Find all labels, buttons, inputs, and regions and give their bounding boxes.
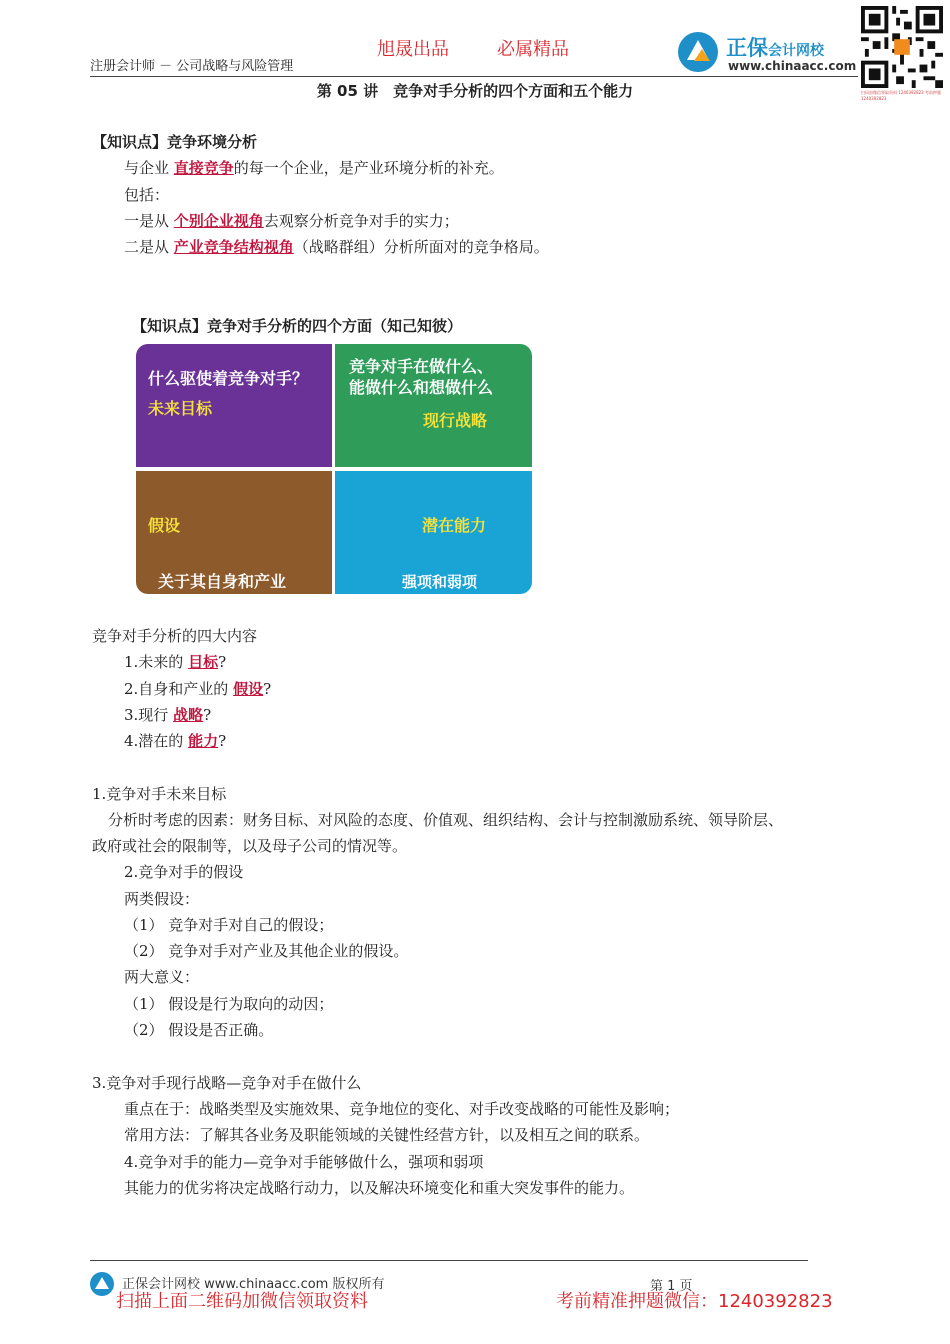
section2-heading: 【知识点】竞争对手分析的四个方面（知己知彼） (132, 317, 463, 335)
keyword-direct-competition: 直接竞争 (173, 159, 234, 177)
assumptions-line4: 两大意义： (124, 968, 200, 986)
strategy-line2: 常用方法：了解其各业务及职能领域的关键性经营方针，以及相互之间的联系。 (124, 1126, 650, 1144)
quadrant-current-strategy (335, 344, 532, 467)
header-divider (90, 76, 858, 77)
section1-line4: 二是从 产业竞争结构视角（战略群组）分析所面对的竞争格局。 (124, 238, 549, 256)
capability-line1: 其能力的优劣将决定战略行动力，以及解决环境变化和重大突发事件的能力。 (124, 1179, 635, 1197)
capability-title: 4.竞争对手的能力—竞争对手能够做什么，强项和弱项 (124, 1153, 484, 1171)
promo-right: 考前精准押题微信：1240392823 (556, 1291, 833, 1312)
chinaacc-logo[interactable] (676, 30, 866, 78)
page-title: 第 05 讲 竞争对手分析的四个方面和五个能力 (316, 82, 634, 100)
qr-code-icon (861, 6, 943, 88)
quadrant-assumptions-title: 关于其自身和产业 (158, 572, 287, 591)
assumptions-line6: （2） 假设是否正确。 (124, 1021, 274, 1039)
assumptions-line5: （1） 假设是行为取向的动因； (124, 995, 334, 1013)
strategy-line1: 重点在于：战略类型及实施效果、竞争地位的变化、对手改变战略的可能性及影响； (124, 1100, 680, 1118)
footer-divider (90, 1260, 808, 1261)
page-number: 第 1 页 (650, 1279, 693, 1294)
goals-line2: 政府或社会的限制等，以及母子公司的情况等。 (92, 837, 408, 855)
logo-icon (678, 32, 718, 72)
four-aspects-diagram (136, 344, 532, 594)
section1-heading: 【知识点】竞争环境分析 (92, 133, 258, 151)
list-item: 1.未来的 目标? (124, 653, 227, 671)
goals-line1: 分析时考虑的因素：财务目标、对风险的态度、价值观、组织结构、会计与控制激励系统、领导阶层、 (108, 811, 784, 829)
quadrant-future-goals-label: 未来目标 (148, 399, 213, 418)
list-item: 4.潜在的 能力? (124, 732, 227, 750)
quadrant-future-goals-title: 什么驱使着竞争对手？ (148, 369, 309, 388)
quadrant-future-goals (136, 344, 332, 467)
quadrant-capabilities (335, 471, 532, 594)
section3-intro: 竞争对手分析的四大内容 (92, 627, 258, 645)
brand-right-text: 必属精品 (497, 39, 569, 60)
quadrant-capabilities-title: 强项和弱项 (402, 573, 478, 591)
logo-url: www.chinaacc.com (728, 59, 857, 73)
assumptions-title: 2.竞争对手的假设 (124, 863, 244, 881)
qr-note: 扫码加微信领取资料 1240392823 考前押题 1240392823 (861, 90, 941, 101)
strategy-title: 3.竞争对手现行战略—竞争对手在做什么 (92, 1074, 362, 1092)
quadrant-current-strategy-title: 竞争对手在做什么、 能做什么和想做什么 (349, 357, 494, 397)
footer-logo-icon (90, 1272, 114, 1296)
section1-line2: 包括： (124, 186, 170, 204)
promo-left: 扫描上面二维码加微信领取资料 (116, 1291, 368, 1312)
assumptions-line3: （2） 竞争对手对产业及其他企业的假设。 (124, 942, 409, 960)
brand-left-text: 旭晟出品 (377, 39, 449, 60)
quadrant-capabilities-label: 潜在能力 (422, 516, 487, 535)
keyword-individual-view: 个别企业视角 (173, 212, 264, 230)
footer-copyright: 正保会计网校 www.chinaacc.com 版权所有 (122, 1277, 385, 1292)
quadrant-assumptions-label: 假设 (148, 516, 181, 535)
list-item: 3.现行 战略? (124, 706, 212, 724)
quadrant-current-strategy-label: 现行战略 (423, 411, 488, 430)
course-name: 注册会计师 － 公司战略与风险管理 (90, 59, 294, 74)
assumptions-line2: （1） 竞争对手对自己的假设； (124, 916, 334, 934)
goals-title: 1.竞争对手未来目标 (92, 785, 227, 803)
keyword-industry-structure-view: 产业竞争结构视角 (173, 238, 294, 256)
assumptions-line1: 两类假设： (124, 890, 200, 908)
logo-text: 正保会计网校 (726, 36, 824, 60)
list-item: 2.自身和产业的 假设? (124, 680, 272, 698)
section1-line1: 与企业 直接竞争的每一个企业，是产业环境分析的补充。 (124, 159, 504, 177)
quadrant-assumptions (136, 471, 332, 594)
section1-line3: 一是从 个别企业视角去观察分析竞争对手的实力； (124, 212, 459, 230)
